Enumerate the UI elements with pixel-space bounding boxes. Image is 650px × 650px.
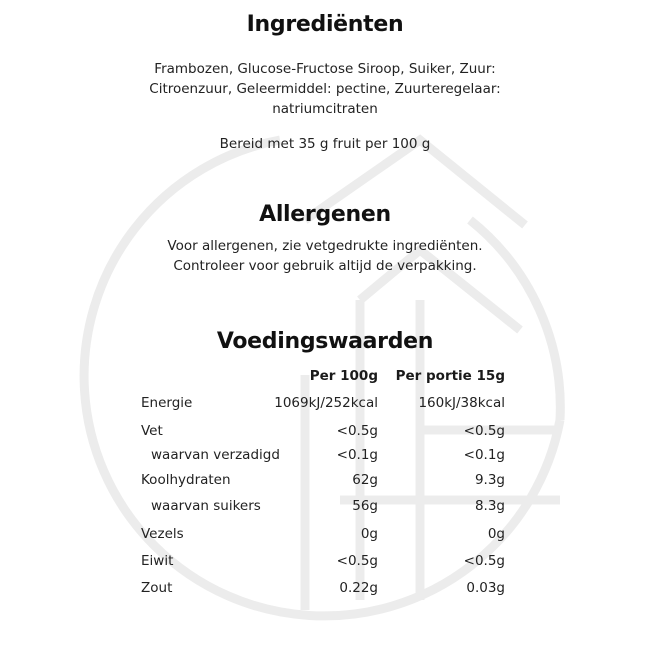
- table-row: [141, 498, 505, 518]
- nutrient-sublabel: waarvan verzadigd: [151, 447, 280, 463]
- value-per-100g: 62g: [352, 472, 378, 488]
- value-per-portion: 8.3g: [474, 498, 505, 514]
- value-per-100g: 1069kJ/252kcal: [274, 395, 378, 411]
- value-per-portion: <0.5g: [463, 423, 505, 439]
- table-row: [141, 580, 505, 600]
- ingredients-line: natriumcitraten: [272, 101, 378, 117]
- table-row: [141, 447, 505, 467]
- table-row: [141, 423, 505, 443]
- ingredients-line: Frambozen, Glucose-Fructose Siroop, Suiker, Zuur:: [154, 61, 496, 77]
- value-per-portion: <0.5g: [463, 553, 505, 569]
- nutrition-table-header: [141, 368, 505, 392]
- header-per-portion: Per portie 15g: [395, 368, 505, 384]
- allergens-text: [0, 236, 650, 276]
- value-per-100g: <0.5g: [336, 553, 378, 569]
- table-row: [141, 472, 505, 492]
- nutrient-sublabel: waarvan suikers: [151, 498, 261, 514]
- value-per-100g: 0g: [360, 526, 378, 542]
- header-per-100g: Per 100g: [309, 368, 378, 384]
- value-per-portion: 0g: [487, 526, 505, 542]
- nutrient-label: Vezels: [141, 526, 184, 542]
- ingredients-text: [0, 59, 650, 119]
- preparation-note: Bereid met 35 g fruit per 100 g: [219, 136, 431, 152]
- ingredients-line: Citroenzuur, Geleermiddel: pectine, Zuurteregelaar:: [149, 81, 501, 97]
- value-per-100g: <0.5g: [336, 423, 378, 439]
- value-per-100g: <0.1g: [336, 447, 378, 463]
- nutrition-table: [141, 368, 505, 596]
- value-per-portion: 0.03g: [466, 580, 505, 596]
- value-per-portion: 9.3g: [474, 472, 505, 488]
- allergens-title: Allergenen: [259, 202, 391, 227]
- allergens-line: Voor allergenen, zie vetgedrukte ingrediënten.: [167, 238, 483, 254]
- value-per-100g: 0.22g: [339, 580, 378, 596]
- ingredients-title: Ingrediënten: [246, 12, 404, 37]
- nutrient-label: Koolhydraten: [141, 472, 231, 488]
- allergens-line: Controleer voor gebruik altijd de verpakking.: [173, 258, 477, 274]
- nutrient-label: Eiwit: [141, 553, 174, 569]
- nutrient-label: Vet: [141, 423, 163, 439]
- nutrient-label: Zout: [141, 580, 173, 596]
- value-per-100g: 56g: [352, 498, 378, 514]
- value-per-portion: 160kJ/38kcal: [418, 395, 505, 411]
- table-row: [141, 395, 505, 415]
- value-per-portion: <0.1g: [463, 447, 505, 463]
- table-row: [141, 553, 505, 573]
- table-row: [141, 526, 505, 546]
- nutrition-title: Voedingswaarden: [216, 329, 434, 354]
- nutrient-label: Energie: [141, 395, 193, 411]
